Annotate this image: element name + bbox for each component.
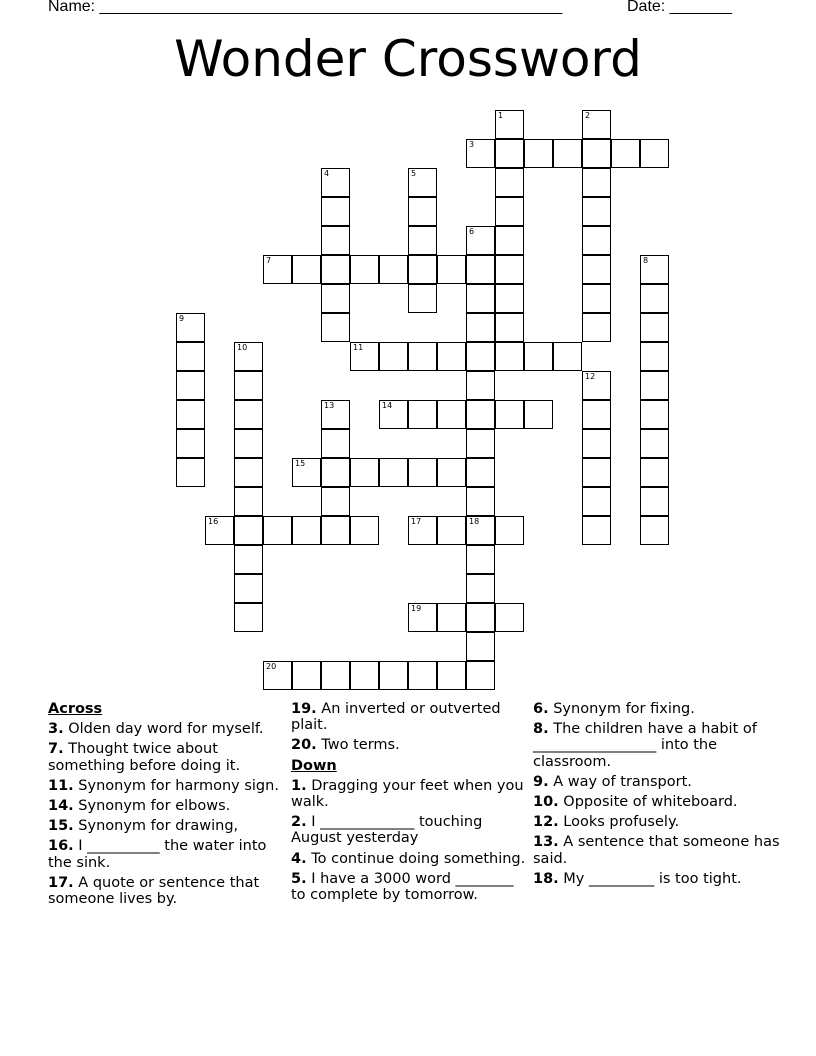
clue-number: 2 bbox=[585, 111, 591, 120]
across-clue-list bbox=[48, 721, 284, 907]
crossword-cell[interactable] bbox=[437, 342, 466, 371]
crossword-cell[interactable] bbox=[263, 516, 292, 545]
crossword-cell[interactable] bbox=[582, 400, 611, 429]
crossword-cell[interactable] bbox=[495, 110, 524, 139]
crossword-cell[interactable] bbox=[292, 661, 321, 690]
clue-text: I have a 3000 word ________ to complete by tomorrow. bbox=[291, 870, 514, 904]
clue-item bbox=[533, 701, 783, 717]
clue-item bbox=[291, 737, 527, 753]
crossword-cell[interactable] bbox=[234, 545, 263, 574]
crossword-cell[interactable] bbox=[408, 255, 437, 284]
crossword-cell[interactable] bbox=[408, 168, 437, 197]
clue-number: 3 bbox=[469, 140, 475, 149]
clue-text: Olden day word for myself. bbox=[63, 721, 264, 738]
crossword-cell[interactable] bbox=[408, 458, 437, 487]
across-clue-list-continued bbox=[291, 701, 527, 754]
crossword-cell[interactable] bbox=[205, 516, 234, 545]
crossword-cell[interactable] bbox=[640, 487, 669, 516]
clue-item bbox=[48, 778, 284, 794]
clue-number: 17 bbox=[411, 517, 422, 526]
crossword-cell[interactable] bbox=[321, 429, 350, 458]
clue-item bbox=[48, 818, 284, 834]
crossword-cell[interactable] bbox=[524, 139, 553, 168]
crossword-cell[interactable] bbox=[466, 226, 495, 255]
crossword-cell[interactable] bbox=[640, 458, 669, 487]
clue-text: Synonym for drawing, bbox=[73, 818, 239, 835]
clues-column-2 bbox=[291, 701, 527, 907]
crossword-cell[interactable] bbox=[321, 168, 350, 197]
clue-number-label: 1. bbox=[291, 777, 307, 794]
down-heading: Down bbox=[291, 757, 337, 774]
crossword-cell[interactable] bbox=[176, 342, 205, 371]
crossword-cell[interactable] bbox=[582, 110, 611, 139]
clue-number-label: 16. bbox=[48, 838, 74, 855]
crossword-cell[interactable] bbox=[524, 400, 553, 429]
crossword-cell[interactable] bbox=[437, 255, 466, 284]
crossword-cell[interactable] bbox=[176, 458, 205, 487]
crossword-cell[interactable] bbox=[234, 603, 263, 632]
clue-text: The children have a habit of _________________ into the classroom. bbox=[533, 721, 757, 770]
crossword-cell[interactable] bbox=[408, 226, 437, 255]
crossword-cell[interactable] bbox=[640, 516, 669, 545]
crossword-cell[interactable] bbox=[408, 516, 437, 545]
crossword-cell[interactable] bbox=[640, 255, 669, 284]
crossword-cell[interactable] bbox=[321, 661, 350, 690]
clue-number: 5 bbox=[411, 169, 417, 178]
clue-item bbox=[291, 701, 527, 733]
crossword-cell[interactable] bbox=[640, 284, 669, 313]
crossword-cell[interactable] bbox=[234, 516, 263, 545]
crossword-cell[interactable] bbox=[611, 139, 640, 168]
clue-number: 4 bbox=[324, 169, 330, 178]
crossword-cell[interactable] bbox=[495, 168, 524, 197]
clue-number-label: 19. bbox=[291, 701, 317, 717]
clue-number: 13 bbox=[324, 401, 335, 410]
clue-number: 9 bbox=[179, 314, 185, 323]
name-field-label: Name: ____________________________________________________ bbox=[48, 0, 563, 15]
clue-number: 6 bbox=[469, 227, 475, 236]
crossword-cell[interactable] bbox=[408, 603, 437, 632]
crossword-cell[interactable] bbox=[466, 255, 495, 284]
clue-text: A quote or sentence that someone lives by. bbox=[48, 874, 260, 908]
crossword-cell[interactable] bbox=[466, 545, 495, 574]
crossword-cell[interactable] bbox=[582, 458, 611, 487]
crossword-cell[interactable] bbox=[466, 632, 495, 661]
clue-number-label: 20. bbox=[291, 737, 317, 754]
crossword-cell[interactable] bbox=[350, 342, 379, 371]
clue-item bbox=[533, 794, 783, 810]
clue-number-label: 4. bbox=[291, 850, 307, 867]
page-title: Wonder Crossword bbox=[174, 30, 642, 88]
crossword-cell[interactable] bbox=[263, 661, 292, 690]
crossword-cell[interactable] bbox=[321, 226, 350, 255]
crossword-cell[interactable] bbox=[640, 400, 669, 429]
crossword-cell[interactable] bbox=[466, 342, 495, 371]
clue-text: I _____________ touching August yesterday bbox=[291, 814, 483, 847]
down-clue-list-continued bbox=[533, 701, 783, 887]
crossword-cell[interactable] bbox=[495, 255, 524, 284]
clue-number-label: 2. bbox=[291, 814, 307, 831]
crossword-cell[interactable] bbox=[466, 313, 495, 342]
crossword-cell[interactable] bbox=[350, 255, 379, 284]
clue-number: 8 bbox=[643, 256, 649, 265]
crossword-cell[interactable] bbox=[495, 226, 524, 255]
crossword-cell[interactable] bbox=[292, 255, 321, 284]
crossword-cell[interactable] bbox=[176, 400, 205, 429]
clue-number: 12 bbox=[585, 372, 596, 381]
crossword-cell[interactable] bbox=[582, 429, 611, 458]
crossword-cell[interactable] bbox=[234, 342, 263, 371]
clue-number: 16 bbox=[208, 517, 219, 526]
crossword-cell[interactable] bbox=[466, 371, 495, 400]
clue-item bbox=[291, 871, 527, 903]
crossword-cell[interactable] bbox=[292, 458, 321, 487]
clue-number-label: 17. bbox=[48, 874, 74, 891]
crossword-cell[interactable] bbox=[466, 458, 495, 487]
crossword-cell[interactable] bbox=[582, 168, 611, 197]
crossword-cell[interactable] bbox=[437, 603, 466, 632]
clue-text: Dragging your feet when you walk. bbox=[291, 777, 524, 811]
clue-number-label: 18. bbox=[533, 870, 559, 887]
crossword-cell[interactable] bbox=[321, 284, 350, 313]
clue-number-label: 3. bbox=[48, 721, 64, 738]
clue-number-label: 11. bbox=[48, 777, 74, 794]
crossword-cell[interactable] bbox=[466, 516, 495, 545]
crossword-cell[interactable] bbox=[321, 400, 350, 429]
date-field-label: Date: _______ bbox=[627, 0, 732, 15]
clue-number-label: 15. bbox=[48, 818, 74, 835]
crossword-cell[interactable] bbox=[234, 458, 263, 487]
crossword-cell[interactable] bbox=[582, 516, 611, 545]
crossword-cell[interactable] bbox=[582, 487, 611, 516]
clue-number-label: 6. bbox=[533, 701, 549, 717]
crossword-cell[interactable] bbox=[379, 342, 408, 371]
crossword-cell[interactable] bbox=[321, 313, 350, 342]
crossword-cell[interactable] bbox=[524, 342, 553, 371]
crossword-cell[interactable] bbox=[582, 226, 611, 255]
clue-number-label: 5. bbox=[291, 870, 307, 887]
clue-text: An inverted or outverted plait. bbox=[291, 701, 501, 734]
clue-number: 18 bbox=[469, 517, 480, 526]
crossword-cell[interactable] bbox=[582, 197, 611, 226]
clue-text: Looks profusely. bbox=[558, 814, 680, 831]
clue-item bbox=[533, 814, 783, 830]
clue-number-label: 12. bbox=[533, 814, 559, 831]
clue-text: A way of transport. bbox=[548, 773, 692, 790]
clue-number-label: 9. bbox=[533, 773, 549, 790]
crossword-cell[interactable] bbox=[321, 255, 350, 284]
crossword-cell[interactable] bbox=[495, 516, 524, 545]
clue-number: 7 bbox=[266, 256, 272, 265]
crossword-cell[interactable] bbox=[582, 255, 611, 284]
clue-number-label: 8. bbox=[533, 721, 549, 738]
clue-number: 19 bbox=[411, 604, 422, 613]
crossword-cell[interactable] bbox=[640, 371, 669, 400]
crossword-cell[interactable] bbox=[321, 487, 350, 516]
clue-item bbox=[533, 774, 783, 790]
across-heading: Across bbox=[48, 701, 103, 717]
clue-text: Synonym for fixing. bbox=[548, 701, 695, 717]
crossword-cell[interactable] bbox=[321, 197, 350, 226]
clue-number-label: 7. bbox=[48, 741, 64, 758]
crossword-cell[interactable] bbox=[495, 603, 524, 632]
clue-item bbox=[533, 721, 783, 770]
clue-number: 14 bbox=[382, 401, 393, 410]
crossword-cell[interactable] bbox=[466, 661, 495, 690]
clue-text: To continue doing something. bbox=[306, 850, 526, 867]
crossword-cell[interactable] bbox=[553, 139, 582, 168]
clue-text: Opposite of whiteboard. bbox=[558, 794, 738, 811]
crossword-cell[interactable] bbox=[495, 197, 524, 226]
crossword-cell[interactable] bbox=[582, 371, 611, 400]
clues-column-1 bbox=[48, 701, 284, 911]
clue-item bbox=[533, 871, 783, 887]
crossword-cell[interactable] bbox=[495, 400, 524, 429]
crossword-cell[interactable] bbox=[292, 516, 321, 545]
clue-text: I __________ the water into the sink. bbox=[48, 838, 267, 871]
clue-number: 11 bbox=[353, 343, 364, 352]
crossword-cell[interactable] bbox=[437, 458, 466, 487]
clue-number: 20 bbox=[266, 662, 277, 671]
clue-number: 15 bbox=[295, 459, 306, 468]
crossword-cell[interactable] bbox=[176, 429, 205, 458]
clue-item bbox=[291, 814, 527, 846]
crossword-cell[interactable] bbox=[582, 139, 611, 168]
crossword-cell[interactable] bbox=[176, 371, 205, 400]
crossword-cell[interactable] bbox=[640, 429, 669, 458]
crossword-cell[interactable] bbox=[466, 400, 495, 429]
crossword-cell[interactable] bbox=[234, 487, 263, 516]
crossword-cell[interactable] bbox=[234, 429, 263, 458]
crossword-cell[interactable] bbox=[321, 458, 350, 487]
clue-item bbox=[291, 778, 527, 810]
crossword-cell[interactable] bbox=[350, 458, 379, 487]
crossword-cell[interactable] bbox=[263, 255, 292, 284]
crossword-cell[interactable] bbox=[466, 603, 495, 632]
clue-number-label: 10. bbox=[533, 794, 559, 811]
crossword-cell[interactable] bbox=[234, 371, 263, 400]
crossword-cell[interactable] bbox=[495, 342, 524, 371]
clue-number-label: 13. bbox=[533, 834, 559, 851]
crossword-cell[interactable] bbox=[640, 342, 669, 371]
clues-column-3 bbox=[533, 701, 783, 891]
clue-number: 10 bbox=[237, 343, 248, 352]
crossword-cell[interactable] bbox=[437, 516, 466, 545]
crossword-cell[interactable] bbox=[379, 400, 408, 429]
crossword-cell[interactable] bbox=[408, 661, 437, 690]
clue-text: Two terms. bbox=[316, 737, 400, 754]
clue-text: Synonym for harmony sign. bbox=[73, 777, 279, 794]
crossword-cell[interactable] bbox=[379, 458, 408, 487]
crossword-cell[interactable] bbox=[640, 139, 669, 168]
crossword-cell[interactable] bbox=[495, 284, 524, 313]
crossword-cell[interactable] bbox=[640, 313, 669, 342]
clue-text: Thought twice about something before doing it. bbox=[48, 741, 241, 774]
crossword-cell[interactable] bbox=[582, 313, 611, 342]
clue-item bbox=[533, 834, 783, 866]
crossword-cell[interactable] bbox=[466, 487, 495, 516]
clue-item bbox=[48, 798, 284, 814]
clue-item bbox=[291, 851, 527, 867]
crossword-cell[interactable] bbox=[408, 197, 437, 226]
clue-number: 1 bbox=[498, 111, 504, 120]
clue-number-label: 14. bbox=[48, 798, 74, 815]
crossword-cell[interactable] bbox=[466, 284, 495, 313]
crossword-cell[interactable] bbox=[350, 661, 379, 690]
crossword-cell[interactable] bbox=[379, 255, 408, 284]
crossword-cell[interactable] bbox=[582, 284, 611, 313]
clue-item bbox=[48, 741, 284, 773]
crossword-cell[interactable] bbox=[321, 516, 350, 545]
clue-text: My _________ is too tight. bbox=[558, 870, 742, 887]
clue-text: A sentence that someone has said. bbox=[533, 834, 780, 867]
clue-item bbox=[48, 875, 284, 907]
crossword-cell[interactable] bbox=[234, 574, 263, 603]
crossword-cell[interactable] bbox=[379, 661, 408, 690]
down-clue-list bbox=[291, 778, 527, 903]
crossword-cell[interactable] bbox=[350, 516, 379, 545]
clue-text: Synonym for elbows. bbox=[73, 798, 231, 815]
clue-item bbox=[48, 838, 284, 870]
crossword-cell[interactable] bbox=[466, 574, 495, 603]
crossword-cell[interactable] bbox=[466, 429, 495, 458]
crossword-cell[interactable] bbox=[408, 400, 437, 429]
crossword-cell[interactable] bbox=[437, 661, 466, 690]
crossword-cell[interactable] bbox=[408, 342, 437, 371]
crossword-cell[interactable] bbox=[176, 313, 205, 342]
crossword-cell[interactable] bbox=[553, 342, 582, 371]
crossword-cell[interactable] bbox=[408, 284, 437, 313]
crossword-cell[interactable] bbox=[495, 313, 524, 342]
crossword-cell[interactable] bbox=[466, 139, 495, 168]
clue-item bbox=[48, 721, 284, 737]
crossword-cell[interactable] bbox=[495, 139, 524, 168]
crossword-cell[interactable] bbox=[437, 400, 466, 429]
crossword-cell[interactable] bbox=[234, 400, 263, 429]
